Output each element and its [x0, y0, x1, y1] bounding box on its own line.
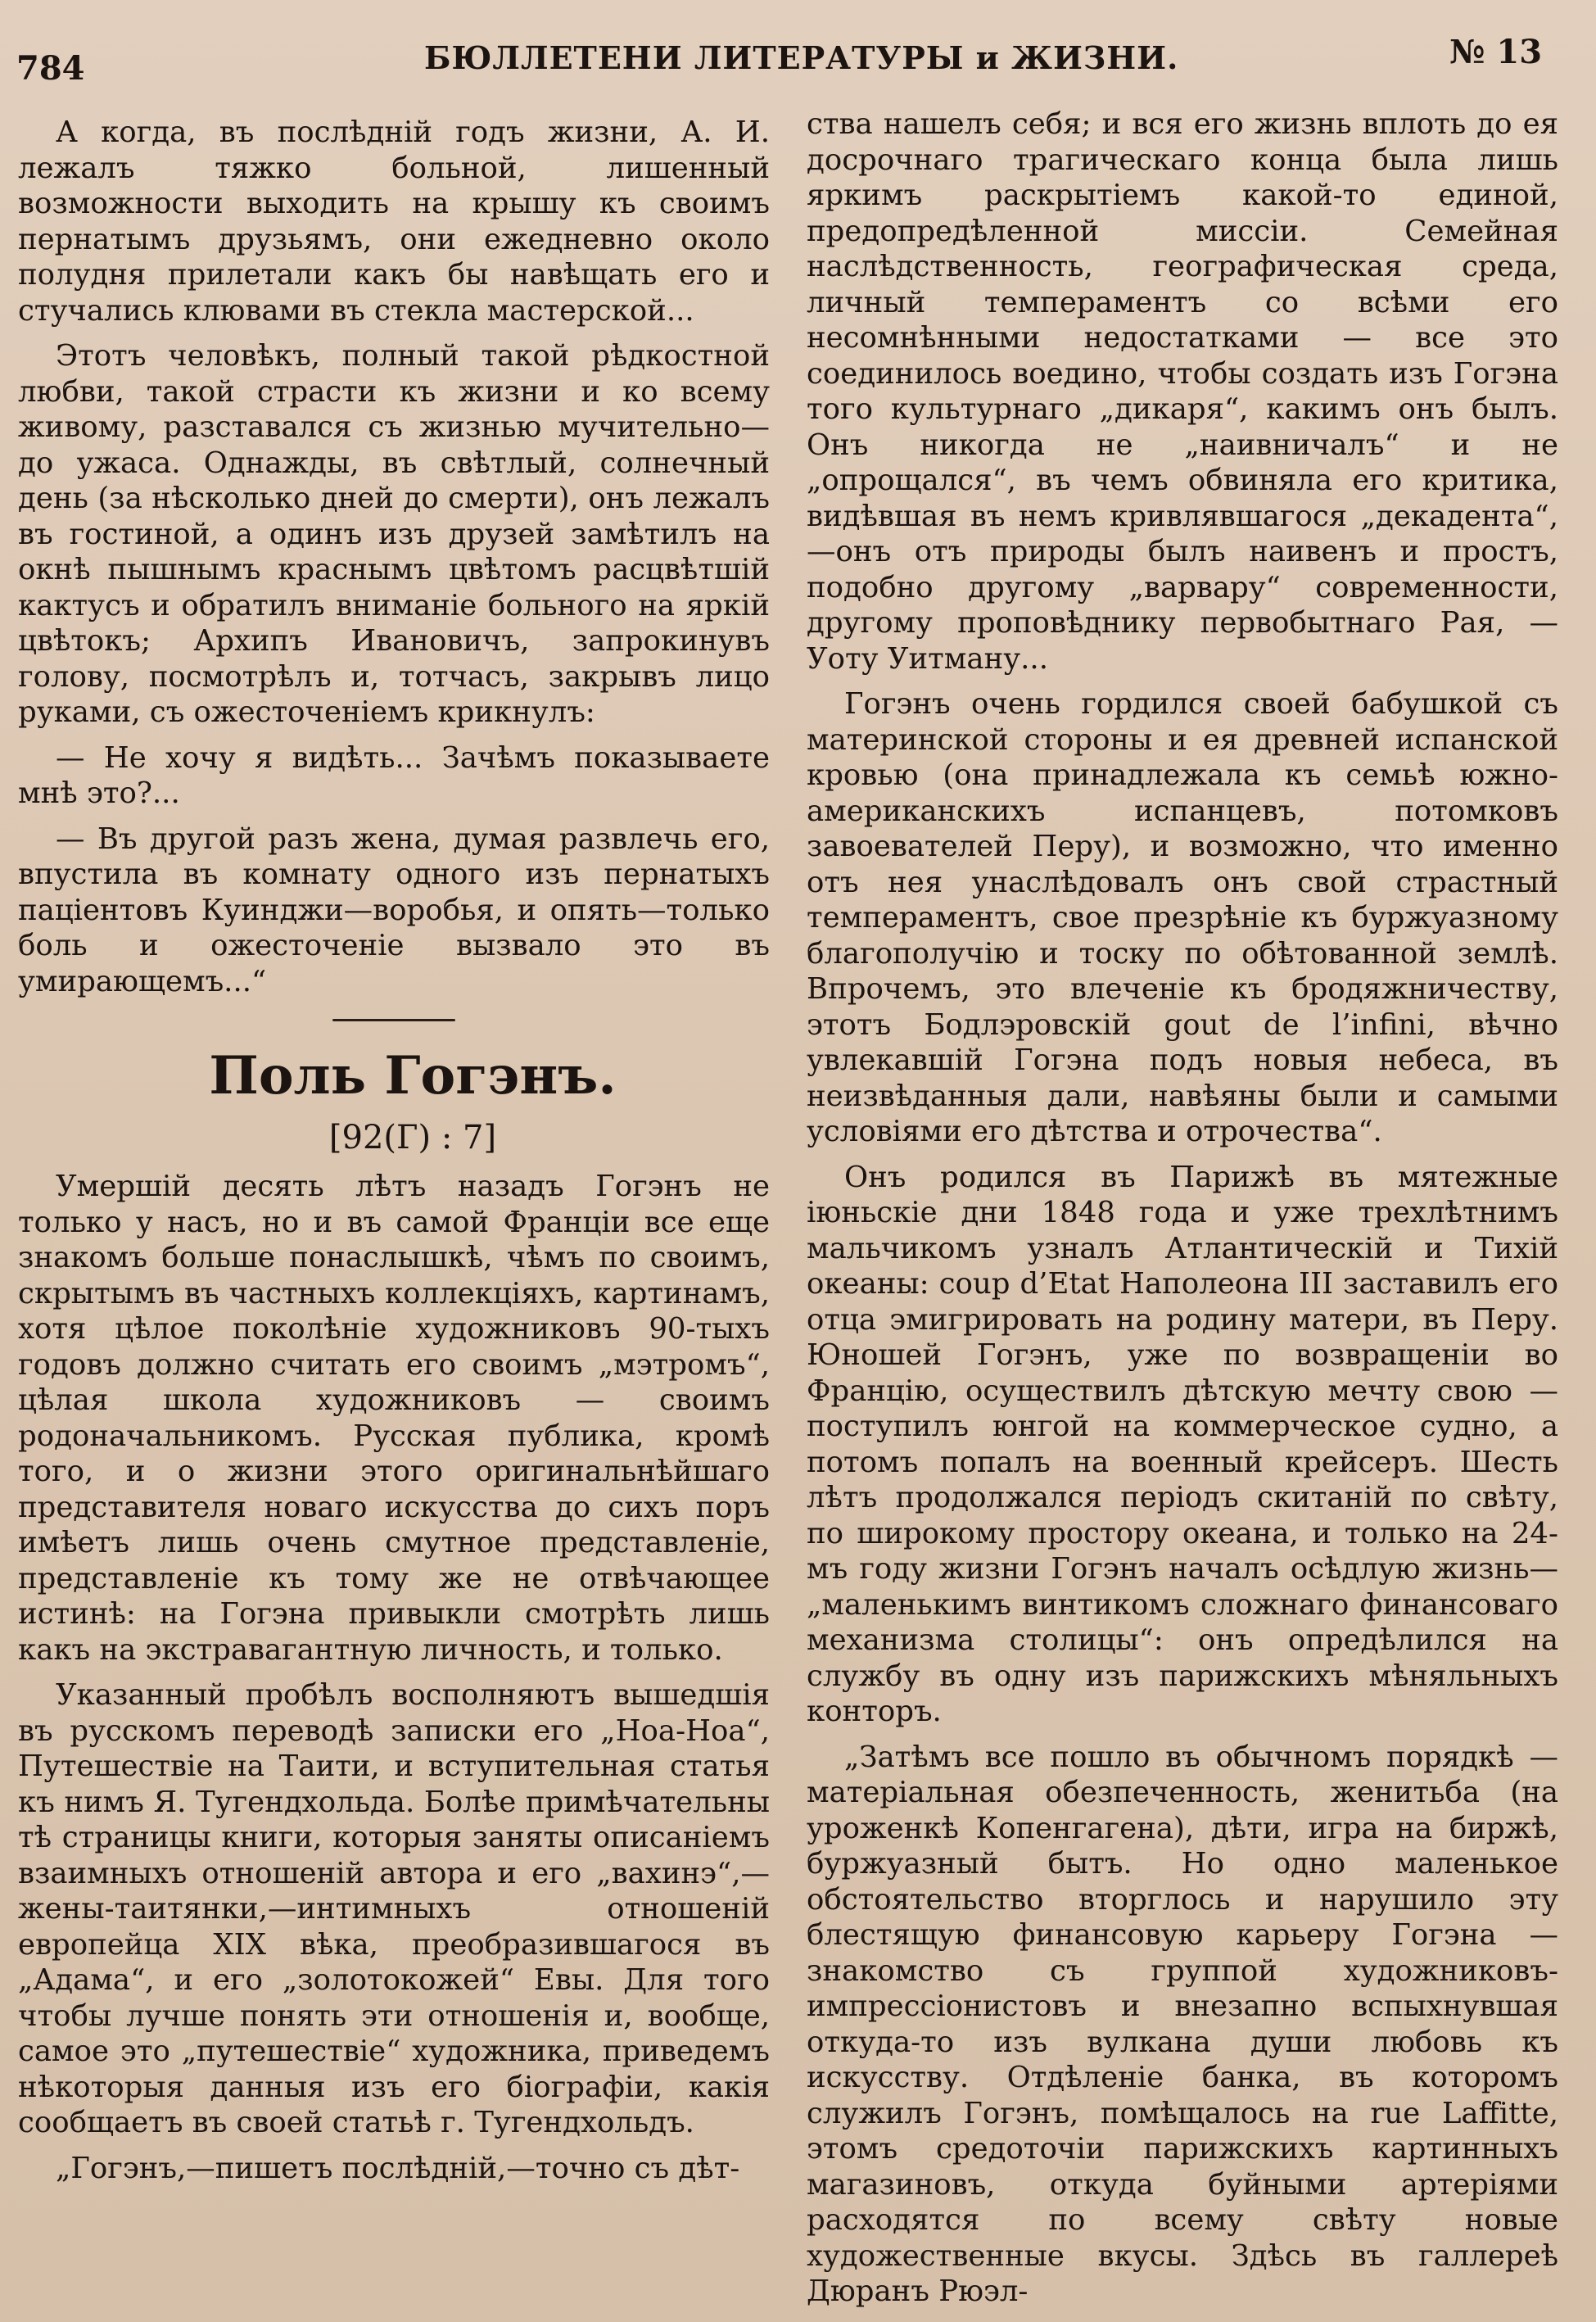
right-column — [807, 106, 1558, 2310]
running-title: БЮЛЛЕТЕНИ ЛИТЕРАТУРЫ и ЖИЗНИ. — [424, 39, 1179, 76]
paragraph: Этотъ человѣкъ, полный такой рѣдкостной любви, такой страсти къ жизни и ко всему живому, разставался съ жизнью мучительно—до ужаса. Однажды, въ свѣтлый, солнечный день (за нѣсколько дней до смерти), онъ лежалъ въ гостиной, а одинъ изъ друзей замѣтилъ на окнѣ пышнымъ краснымъ цвѣтомъ расцвѣтшій кактусъ и обратилъ вниманіе больного на яркій цвѣтокъ; Архипъ Ивановичъ, запрокинувъ голову, посмотрѣлъ и, тотчасъ, закрывъ лицо руками, съ ожесточеніемъ крикнулъ: — [18, 339, 770, 729]
article-classification: [92(Г) : 7] — [328, 1119, 497, 1156]
paragraph: Онъ родился въ Парижѣ въ мятежные іюньскіе дни 1848 года и уже трехлѣтнимъ мальчикомъ узналъ Атлантическій и Тихій океаны: coup d’Etat Наполеона III заставилъ его отца эмигрировать на родину матери, въ Перу. Юношей Гогэнъ, уже по возвращеніи во Францію, осуществилъ дѣтскую мечту свою — поступилъ юнгой на коммерческое судно, а потомъ попалъ на военный крейсеръ. Шесть лѣтъ продолжался періодъ скитаній по свѣту, по широкому простору океана, и только на 24-мъ году жизни Гогэнъ началъ осѣдлую жизнь— „маленькимъ винтикомъ сложнаго финансоваго механизма столицы“: онъ опредѣлился на службу въ одну изъ парижскихъ мѣняльныхъ конторъ. — [807, 1160, 1558, 1728]
paragraph: Указанный пробѣлъ восполняютъ вышедшія въ русскомъ переводѣ записки его „Ноа-Ноа“, Путешествіе на Таити, и вступительная статья къ нимъ Я. Тугендхольда. Болѣе примѣчательны тѣ страницы книги, которыя заняты описаніемъ взаимныхъ отношеній автора и его „вахинэ“,— жены-таитянки,—интимныхъ отношеній европейца XIX вѣка, преобразившагося въ „Адама“, и его „золотокожей“ Евы. Для того чтобы лучше понять эти отношенія и, вообще, самое это „путешествіе“ художника, приведемъ нѣкоторыя данныя изъ его біографіи, какія сообщаетъ въ своей статьѣ г. Тугендхольдъ. — [18, 1678, 770, 2139]
paragraph: А когда, въ послѣдній годъ жизни, А. И. лежалъ тяжко больной, лишенный возможности выходить на крышу къ своимъ пернатымъ друзьямъ, они ежедневно около полудня прилетали какъ бы навѣщать его и стучались клювами въ стекла мастерской... — [18, 115, 770, 328]
left-column — [18, 115, 770, 2186]
paragraph: ства нашелъ себя; и вся его жизнь вплоть до ея досрочнаго трагическаго конца была лишь яркимъ раскрытіемъ какой-то единой, предопредѣленной миссіи. Семейная наслѣдственность, географическая среда, личный темпераментъ со всѣми его несомнѣнными недостатками — все это соединилось воедино, чтобы создать изъ Гогэна того культурнаго „дикаря“, какимъ онъ былъ. Онъ никогда не „наивничалъ“ и не „опрощался“, въ чемъ обвиняла его критика, видѣвшая въ немъ кривлявшагося „декадента“,—онъ отъ природы былъ наивенъ и простъ, подобно другому „варвару“ современности, другому проповѣднику первобытнаго Рая, — Уоту Уитману... — [807, 107, 1558, 676]
section-divider — [332, 1019, 455, 1021]
page-number: 784 — [16, 49, 85, 88]
paragraph: „Затѣмъ все пошло въ обычномъ порядкѣ — матеріальная обезпеченность, женитьба (на уроженкѣ Копенгагена), дѣти, игра на биржѣ, буржуазный бытъ. Но одно маленькое обстоятельство вторглось и нарушило эту блестящую финансовую карьеру Гогэна — знакомство съ группой художниковъ-импрессіонистовъ и внезапно вспыхнувшая откуда-то изъ вулкана души любовь къ искусству. Отдѣленіе банка, въ которомъ служилъ Гогэнъ, помѣщалось на rue Laffitte, этомъ средоточіи парижскихъ картинныхъ магазиновъ, откуда буйными артеріями расходятся по всему свѣту новые художественные вкусы. Здѣсь въ галлереѣ Дюранъ Рюэл- — [807, 1740, 1558, 2308]
paragraph: — Въ другой разъ жена, думая развлечь его, впустила въ комнату одного изъ пернатыхъ паціентовъ Куинджи—воробья, и опять—только боль и ожесточеніе вызвало это въ умирающемъ...“ — [18, 822, 770, 998]
paragraph: Умершій десять лѣтъ назадъ Гогэнъ не только у насъ, но и въ самой Франціи все еще знакомъ больше понаслышкѣ, чѣмъ по своимъ, скрытымъ въ частныхъ коллекціяхъ, картинамъ, хотя цѣлое поколѣніе художниковъ 90-тыхъ годовъ должно считать его своимъ „мэтромъ“, цѣлая школа художниковъ — своимъ родоначальникомъ. Русская публика, кромѣ того, и о жизни этого оригинальнѣйшаго представителя новаго искусства до сихъ поръ имѣетъ лишь очень смутное представленіе, представленіе къ тому же не отвѣчающее истинѣ: на Гогэна привыкли смотрѣть лишь какъ на экстравагантную личность, и только. — [18, 1170, 770, 1667]
article-title: Поль Гогэнъ. — [209, 1045, 617, 1107]
paragraph: „Гогэнъ,—пишетъ послѣдній,—точно съ дѣт- — [56, 2151, 740, 2185]
paragraph: Гогэнъ очень гордился своей бабушкой съ материнской стороны и ея древней испанской кровью (она принадлежала къ семьѣ южно-американскихъ испанцевъ, потомковъ завоевателей Перу), и возможно, что именно отъ нея унаслѣдовалъ онъ свой страстный темпераментъ, свое презрѣніе къ буржуазному благополучію и тоску по обѣтованной землѣ. Впрочемъ, это влеченіе къ бродяжничеству, этотъ Бодлэровскій gout de l’infini, вѣчно увлекавшій Гогэна подъ новыя небеса, въ неизвѣданныя дали, навѣяны были и самыми условіями его дѣтства и отрочества“. — [807, 687, 1558, 1148]
paragraph: — Не хочу я видѣть... Зачѣмъ показываете мнѣ это?... — [18, 740, 770, 810]
issue-number: № 13 — [1449, 33, 1543, 71]
page-header — [0, 15, 1596, 88]
